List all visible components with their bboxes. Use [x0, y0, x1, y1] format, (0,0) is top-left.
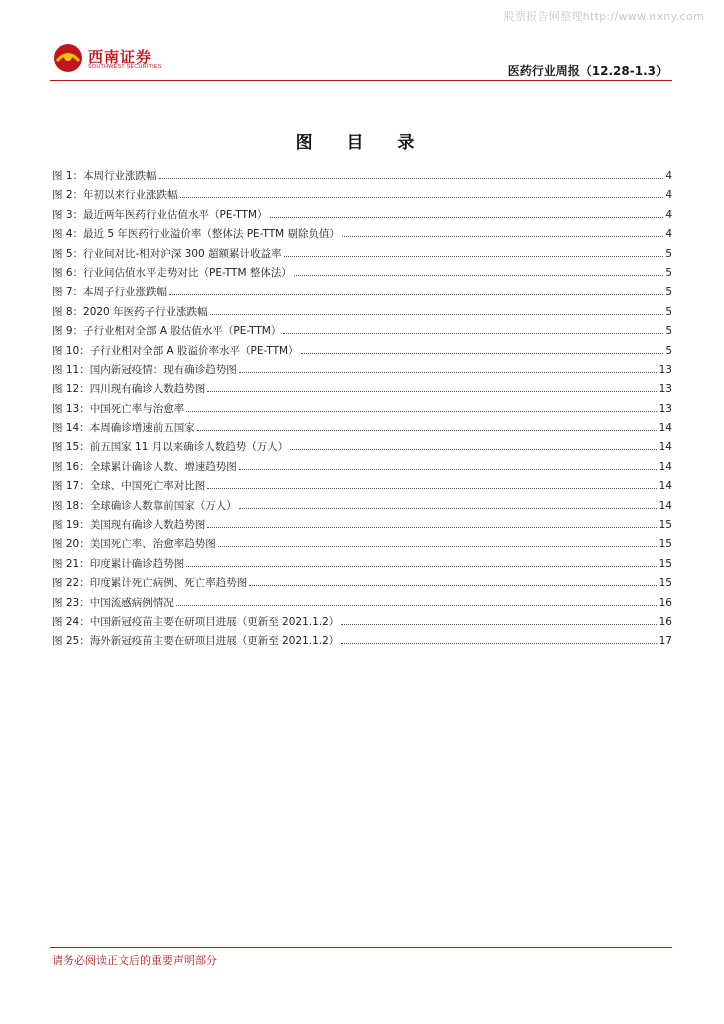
- toc-row[interactable]: [52, 498, 672, 517]
- toc-row-label[interactable]: 图 6：行业间估值水平走势对比（PE-TTM 整体法）: [52, 266, 292, 279]
- toc-row-label[interactable]: 图 8：2020 年医药子行业涨跌幅: [52, 305, 208, 318]
- toc-row-page-number[interactable]: 5: [665, 266, 672, 279]
- toc-row-page-number[interactable]: 5: [665, 325, 672, 338]
- toc-row[interactable]: [52, 381, 672, 400]
- toc-row[interactable]: [52, 595, 672, 614]
- toc-row-leader-dots: [159, 178, 664, 179]
- toc-row-leader-dots: [180, 197, 664, 198]
- toc-row-page-number[interactable]: 13: [658, 402, 672, 415]
- toc-row-leader-dots: [341, 624, 656, 625]
- toc-row-page-number[interactable]: 14: [658, 499, 672, 512]
- toc-row-leader-dots: [294, 275, 663, 276]
- report-title: 医药行业周报（12.28-1.3）: [507, 64, 668, 78]
- toc-row[interactable]: [52, 168, 672, 187]
- toc-row-page-number[interactable]: 4: [665, 189, 672, 202]
- toc-row-leader-dots: [218, 546, 657, 547]
- toc-row[interactable]: [52, 633, 672, 652]
- toc-row-page-number[interactable]: 14: [658, 422, 672, 435]
- toc-row-page-number[interactable]: 15: [658, 557, 672, 570]
- toc-row-leader-dots: [176, 605, 657, 606]
- toc-row-label[interactable]: 图 4：最近 5 年医药行业溢价率（整体法 PE-TTM 剔除负值）: [52, 228, 341, 241]
- toc-row-page-number[interactable]: 14: [658, 480, 672, 493]
- toc-row-label[interactable]: 图 16：全球累计确诊人数、增速趋势图: [52, 460, 237, 473]
- toc-row[interactable]: [52, 226, 672, 245]
- toc-row[interactable]: [52, 323, 672, 342]
- logo-name-cn: 西南证券: [88, 48, 153, 66]
- toc-row-leader-dots: [239, 469, 657, 470]
- toc-row-leader-dots: [186, 566, 656, 567]
- toc-row-page-number[interactable]: 13: [658, 363, 672, 376]
- toc-row-label[interactable]: 图 5：行业间对比-相对沪深 300 超额累计收益率: [52, 247, 282, 260]
- toc-row-label[interactable]: 图 13：中国死亡率与治愈率: [52, 402, 185, 415]
- toc-row-page-number[interactable]: 4: [665, 208, 672, 221]
- toc-row[interactable]: [52, 207, 672, 226]
- toc-row-leader-dots: [284, 256, 664, 257]
- toc-row-leader-dots: [169, 294, 663, 295]
- toc-row-page-number[interactable]: 16: [658, 596, 672, 609]
- toc-row-page-number[interactable]: 5: [665, 305, 672, 318]
- toc-row[interactable]: [52, 420, 672, 439]
- toc-row[interactable]: [52, 556, 672, 575]
- toc-row-label[interactable]: 图 24：中国新冠疫苗主要在研项目进展（更新至 2021.1.2）: [52, 615, 340, 628]
- toc-row-label[interactable]: 图 7：本周子行业涨跌幅: [52, 286, 168, 299]
- toc-row[interactable]: [52, 575, 672, 594]
- toc-row[interactable]: [52, 401, 672, 420]
- toc-row-leader-dots: [239, 508, 657, 509]
- toc-row-leader-dots: [210, 314, 664, 315]
- logo-emblem-icon: [52, 42, 84, 74]
- toc-row-label[interactable]: 图 2：年初以来行业涨跌幅: [52, 189, 178, 202]
- toc-row-label[interactable]: 图 15：前五国家 11 月以来确诊人数趋势（万人）: [52, 441, 289, 454]
- toc-row-label[interactable]: 图 20：美国死亡率、治愈率趋势图: [52, 538, 216, 551]
- toc-row-leader-dots: [207, 488, 656, 489]
- toc-row-page-number[interactable]: 5: [665, 286, 672, 299]
- toc-row[interactable]: [52, 614, 672, 633]
- toc-row-page-number[interactable]: 17: [658, 635, 672, 648]
- toc-row-page-number[interactable]: 16: [658, 615, 672, 628]
- toc-row-label[interactable]: 图 23：中国流感病例情况: [52, 596, 174, 609]
- toc-row-leader-dots: [283, 333, 663, 334]
- toc-row[interactable]: [52, 304, 672, 323]
- toc-row[interactable]: [52, 265, 672, 284]
- toc-row-label[interactable]: 图 1：本周行业涨跌幅: [52, 170, 157, 182]
- toc-row-page-number[interactable]: 15: [658, 538, 672, 551]
- toc-row[interactable]: [52, 517, 672, 536]
- toc-row[interactable]: [52, 362, 672, 381]
- toc-row-page-number[interactable]: 14: [658, 460, 672, 473]
- toc-row-leader-dots: [239, 372, 657, 373]
- toc-row[interactable]: [52, 459, 672, 478]
- toc-row-page-number[interactable]: 5: [665, 247, 672, 260]
- toc-row-leader-dots: [207, 391, 656, 392]
- header-divider: [50, 80, 672, 81]
- toc-row-label[interactable]: 图 18：全球确诊人数靠前国家（万人）: [52, 499, 237, 512]
- toc-row[interactable]: [52, 187, 672, 206]
- footer-disclaimer: 请务必阅读正文后的重要声明部分: [52, 954, 217, 967]
- toc-row-page-number[interactable]: 15: [658, 577, 672, 590]
- toc-row-label[interactable]: 图 9：子行业相对全部 A 股估值水平（PE-TTM）: [52, 325, 282, 338]
- toc-row-label[interactable]: 图 10：子行业相对全部 A 股溢价率水平（PE-TTM）: [52, 344, 299, 357]
- toc-row-leader-dots: [197, 430, 657, 431]
- toc-row[interactable]: [52, 284, 672, 303]
- figure-list: [52, 168, 672, 653]
- toc-row-label[interactable]: 图 22：印度累计死亡病例、死亡率趋势图: [52, 577, 248, 590]
- toc-row-label[interactable]: 图 14：本周确诊增速前五国家: [52, 422, 195, 435]
- toc-row[interactable]: [52, 478, 672, 497]
- toc-row-label[interactable]: 图 19：美国现有确诊人数趋势图: [52, 519, 206, 532]
- toc-title: 图 目 录: [295, 133, 429, 153]
- toc-row-page-number[interactable]: 4: [665, 170, 672, 182]
- toc-row-page-number[interactable]: 14: [658, 441, 672, 454]
- toc-row-leader-dots: [341, 643, 656, 644]
- toc-row-label[interactable]: 图 3：最近两年医药行业估值水平（PE-TTM）: [52, 208, 268, 221]
- footer-divider: [50, 947, 672, 948]
- watermark-text: 股票报告网整理http://www.nxny.com: [503, 10, 704, 23]
- toc-row-label[interactable]: 图 25：海外新冠疫苗主要在研项目进展（更新至 2021.1.2）: [52, 635, 340, 648]
- toc-row[interactable]: [52, 246, 672, 265]
- toc-row-leader-dots: [301, 353, 664, 354]
- toc-row[interactable]: [52, 343, 672, 362]
- logo-name-en: SOUTHWEST SECURITIES: [88, 64, 162, 70]
- toc-row-page-number[interactable]: 13: [658, 383, 672, 396]
- toc-row[interactable]: [52, 536, 672, 555]
- toc-row-leader-dots: [186, 411, 656, 412]
- toc-row[interactable]: [52, 439, 672, 458]
- toc-row-label[interactable]: 图 12：四川现有确诊人数趋势图: [52, 383, 206, 396]
- toc-row-leader-dots: [342, 236, 663, 237]
- toc-row-leader-dots: [270, 217, 664, 218]
- toc-row-leader-dots: [290, 449, 656, 450]
- toc-row-label[interactable]: 图 21：印度累计确诊趋势图: [52, 557, 185, 570]
- toc-row-leader-dots: [249, 585, 656, 586]
- toc-row-page-number[interactable]: 4: [665, 228, 672, 241]
- toc-row-label[interactable]: 图 17：全球、中国死亡率对比图: [52, 480, 206, 493]
- toc-row-page-number[interactable]: 5: [665, 344, 672, 357]
- toc-row-leader-dots: [207, 527, 656, 528]
- company-logo: [52, 42, 182, 76]
- toc-row-label[interactable]: 图 11：国内新冠疫情：现有确诊趋势图: [52, 363, 237, 376]
- toc-row-page-number[interactable]: 15: [658, 519, 672, 532]
